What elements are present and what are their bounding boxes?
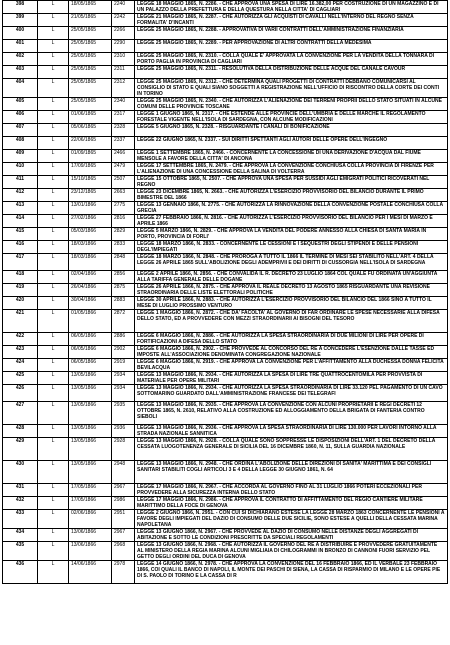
- record-number: 415: [3, 228, 38, 241]
- record-number: 414: [3, 215, 38, 228]
- record-number: 400: [3, 27, 38, 40]
- table-row: [3, 27, 448, 40]
- record-description: LEGGE 13 MAGGIO 1866, N. 2934. - CHE AUTORIZZA LA SPESA STRAORDINARIA DI LIRE 33.120 PEL PAGAMENTO DI UN CAVO SOTTOMARINO GUARDATO DALL'AMMINISTRAZIONE FRANCESE DEI TELEGRAFI: [135, 385, 448, 402]
- record-id: 2829: [112, 228, 135, 241]
- record-number: 411: [3, 176, 38, 189]
- table-row: [3, 542, 448, 561]
- record-type: L: [38, 254, 69, 271]
- record-type: L: [38, 150, 69, 163]
- record-date: 18/03/1866: [69, 254, 112, 271]
- record-date: 13/06/1866: [69, 529, 112, 542]
- record-number: 410: [3, 163, 38, 176]
- table-row: [3, 163, 448, 176]
- record-type: L: [38, 484, 69, 497]
- record-date: 13/05/1866: [69, 438, 112, 461]
- record-date: 13/05/1866: [69, 461, 112, 484]
- record-date: 13/05/1866: [69, 372, 112, 385]
- record-id: 2875: [112, 284, 135, 297]
- record-number: 417: [3, 254, 38, 271]
- record-number: 401: [3, 40, 38, 53]
- record-id: 2936: [112, 425, 135, 438]
- record-type: L: [38, 27, 69, 40]
- record-id: 2951: [112, 510, 135, 529]
- record-id: 2266: [112, 27, 135, 40]
- record-id: 2935: [112, 402, 135, 425]
- table-row: [3, 53, 448, 66]
- record-number: 435: [3, 542, 38, 561]
- record-id: 2848: [112, 254, 135, 271]
- record-type: L: [38, 163, 69, 176]
- record-type: L: [38, 124, 69, 137]
- record-type: L: [38, 176, 69, 189]
- record-date: 06/05/1866: [69, 359, 112, 372]
- record-type: L: [38, 66, 69, 79]
- table-row: [3, 254, 448, 271]
- record-number: 427: [3, 402, 38, 425]
- record-date: 26/04/1866: [69, 284, 112, 297]
- record-type: L: [38, 271, 69, 284]
- table-row: [3, 561, 448, 584]
- record-description: LEGGE 13 MAGGIO 1866, N. 2936. - CHE APPROVA LA SPESA STRAORDINARIA DI LIRE 130.000 PER LAVORI INTORNO ALLA STRADA NAZIONALE SANNITICA: [135, 425, 448, 438]
- record-description: LEGGE 23 DICEMBRE 1865, N. 2663. - CHE AUTORIZZA L'ESERCIZIO PROVVISORIO DEL BILANCIO DURANTE IL PRIMO BIMESTRE DEL 1866: [135, 189, 448, 202]
- record-date: 22/06/1865: [69, 137, 112, 150]
- record-id: 2919: [112, 359, 135, 372]
- record-description: LEGGE 25 MAGGIO 1865, N. 2289. - PER APPROVAZIONE DI ALTRI CONTRATTI DELLA MEDESIMA: [135, 40, 448, 53]
- record-id: 2833: [112, 241, 135, 254]
- record-number: 418: [3, 271, 38, 284]
- table-row: [3, 385, 448, 402]
- record-type: L: [38, 98, 69, 111]
- record-description: LEGGE 25 MAGGIO 1865, N. 2288. - APPROVATIVA DI VARII CONTRATTI DELL'AMMINISTRAZIONE FINANZIARIA: [135, 27, 448, 40]
- record-description: LEGGE 25 MAGGIO 1865, N. 2312. - CHE DETERMINA QUALI PROGETTI DI CONTRATTI DEBBANO COMUNICARSI AL CONSIGLIO DI STATO E QUALI SIANO SOGGETTI A REGISTRAZIONE NELL'UFFICIO DI RISCONTRO DELLA CORTE DEI CONTI IN TORINO: [135, 79, 448, 98]
- record-date: 13/01/1866: [69, 202, 112, 215]
- record-number: 430: [3, 461, 38, 484]
- record-description: LEGGE 1 GIUGNO 1865, N. 2317. - CHE ESTENDE ALLE PROVINCIE DELL'UMBRIA E DELLE MARCHE IL REGOLAMENTO FORESTALE VIGENTE NELL'ISOLA DI SARDEGNA, CON ALCUNE MODIFICAZIONI: [135, 111, 448, 124]
- record-id: 2242: [112, 14, 135, 27]
- record-type: L: [38, 297, 69, 310]
- record-number: 404: [3, 79, 38, 98]
- record-id: 2240: [112, 1, 135, 14]
- table-row: [3, 14, 448, 27]
- record-date: 25/05/1865: [69, 66, 112, 79]
- record-id: 2311: [112, 66, 135, 79]
- record-description: LEGGE 21 MAGGIO 1865, N. 2287. - CHE AUTORIZZA GLI ACQUISTI DI CAVALLI NELL'INTERNO DEL REGNO SENZA FORMALITA' D'INCANTI: [135, 14, 448, 27]
- record-id: 2967: [112, 529, 135, 542]
- record-date: 17/05/1866: [69, 484, 112, 497]
- record-id: 2902: [112, 346, 135, 359]
- record-description: LEGGE 30 APRILE 1866, N. 2883. - CHE AUTORIZZA L'ESERCIZIO PROVVISORIO DEL BILANCIO DEL 1866 SINO A TUTTO IL MESE DI LUGLIO PROSSIMO VENTURO: [135, 297, 448, 310]
- record-number: 422: [3, 333, 38, 346]
- record-number: 428: [3, 425, 38, 438]
- record-date: 05/03/1866: [69, 228, 112, 241]
- record-description: LEGGE 2 APRILE 1866, N. 2856. - CHE CONVALIDA IL R. DECRETO 23 LUGLIO 1864 COL QUALE FU ORDINATA UN'AGGIUNTA ALLA TARIFFA GENERALE DELLE DOGANE: [135, 271, 448, 284]
- record-type: L: [38, 14, 69, 27]
- table-row: [3, 228, 448, 241]
- table-row: [3, 310, 448, 333]
- record-description: LEGGE 13 GENNAIO 1866, N. 2775. - CHE AUTORIZZA LA RINNOVAZIONE DELLA CONVENZIONE POSTALE CONCHIUSA COLLA GRECIA: [135, 202, 448, 215]
- record-description: LEGGE 6 MAGGIO 1866, N. 2919. - CHE APPROVA LA CONVENZIONE PER L'AFFITTAMENTO ALLA DUCHESSA DONNA FELICITA BEVILACQUA: [135, 359, 448, 372]
- record-type: L: [38, 333, 69, 346]
- record-id: 2928: [112, 438, 135, 461]
- record-id: 2340: [112, 98, 135, 111]
- record-description: LEGGE 26 APRILE 1866, N. 2875. - CHE APPROVA IL REALE DECRETO 13 AGOSTO 1865 RISGUARDANTE UNA REVISIONE STRAORDINARIA DELLE LISTE ELETTORALI POLITICHE: [135, 284, 448, 297]
- record-number: 429: [3, 438, 38, 461]
- record-description: LEGGE 15 OTTOBRE 1865, N. 2507. - CHE APPROVA UNA SPESA PER SUSSIDI AGLI EMIGRATI POLITICI RICOVERATI NEL REGNO: [135, 176, 448, 189]
- table-row: [3, 510, 448, 529]
- record-id: 2816: [112, 215, 135, 228]
- record-type: L: [38, 137, 69, 150]
- table-row: [3, 438, 448, 461]
- record-date: 01/06/1865: [69, 111, 112, 124]
- record-date: 25/05/1865: [69, 79, 112, 98]
- table-row: [3, 402, 448, 425]
- record-type: L: [38, 202, 69, 215]
- record-type: L: [38, 402, 69, 425]
- record-date: 13/05/1866: [69, 385, 112, 402]
- record-date: 17/09/1865: [69, 163, 112, 176]
- table-row: [3, 461, 448, 484]
- record-id: 2872: [112, 310, 135, 333]
- record-type: L: [38, 228, 69, 241]
- table-row: [3, 98, 448, 111]
- record-number: 402: [3, 53, 38, 66]
- record-number: 412: [3, 189, 38, 202]
- record-type: L: [38, 561, 69, 584]
- record-description: LEGGE 13 GIUGNO 1866, N. 2968. - CHE AUTORIZZA IL GOVERNO DEL RE A DISTRIBUIRE E PROVVEDERE GRATUITAMENTE AL MINISTERO DELLA REGIA MARINA ALCUNI MIGLIAIA DI CHILOGRAMMI IN BRONZO DI CANNONI FUORI SERVIZIO PEL GETTO DEGLI ORDINI DEL DUCA DI GENOVA: [135, 542, 448, 561]
- record-id: 2290: [112, 40, 135, 53]
- record-date: 01/09/1865: [69, 150, 112, 163]
- record-description: LEGGE 25 MAGGIO 1865, N. 2310. - COLLA QUALE E' APPROVATA LA CONVENZIONE PER LA VENDITA DELLA TONNARA DI PORTO PAGLIA IN PROVINCIA DI CAGLIARI: [135, 53, 448, 66]
- record-description: LEGGE 13 MAGGIO 1866, N. 2948. - CHE ORDINA L'ABOLIZIONE DELLE DIREZIONI DI SANITA' MARITTIMA E DEI CONSIGLI SANITARI STABILITI COGLI ARTICOLI 3 E 4 DELLA LEGGE 30 GIUGNO 1861, N. 64: [135, 461, 448, 484]
- record-date: 21/05/1865: [69, 14, 112, 27]
- record-description: LEGGE 17 MAGGIO 1866, N. 2986. - CHE APPROVA IL CONTRATTO DI AFFITTAMENTO DEL REGIO CANTIERE MILITARE MARITTIMO DELLA FOCE DI GENOVA: [135, 497, 448, 510]
- record-description: LEGGE 18 MARZO 1866, N. 2848. - CHE PROROGA A TUTTO IL 1866 IL TERMINE DI MESI SEI STABILITO NELL'ART. 4 DELLA LEGGE 26 APRILE 1865 SULL'ABOLIZIONE DEGLI ADEMPRIVII E DEI DIRITTI DI CUSSORGIA NELL'ISOLA DI SARDEGNA: [135, 254, 448, 271]
- table-row: [3, 271, 448, 284]
- table-row: [3, 359, 448, 372]
- table-row: [3, 241, 448, 254]
- table-row: [3, 189, 448, 202]
- record-type: L: [38, 359, 69, 372]
- record-date: 30/04/1866: [69, 297, 112, 310]
- record-description: LEGGE 14 GIUGNO 1866, N. 2978. - CHE APPROVA LA CONVENZIONE DEL 16 FEBBRAIO 1866, ED IL VERBALE 23 FEBBRAIO 1866, COI QUALI IL BANCO DI NAPOLI, IL MONTE DEI PASCHI DI SIENA, LA CASSA DI RISPARMIO DI MILANO E LE OPERE PIE DI S. PAOLO DI TORINO E LA CASSA DI R: [135, 561, 448, 584]
- record-id: 2466: [112, 150, 135, 163]
- table-row: [3, 497, 448, 510]
- record-description: LEGGE 18 MAGGIO 1865, N. 2286. - CHE APPROVA UNA SPESA DI LIRE 16.382,00 PER COSTRUZIONE DI UN MAGAZZINO E DI UN PALAZZO DELLA PREFETTURA E DELLA QUESTURA NELLA CITTA' DI CAGLIARI: [135, 1, 448, 14]
- record-description: LEGGE 22 GIUGNO 1865, N. 2337. - SUI DIRITTI SPETTANTI AGLI AUTORI DELLE OPERE DELL'INGEGNO: [135, 137, 448, 150]
- record-type: L: [38, 310, 69, 333]
- record-number: 399: [3, 14, 38, 27]
- record-number: 419: [3, 284, 38, 297]
- record-description: LEGGE 1 SETTEMBRE 1865, N. 2466. - CONCERNENTE LA CONCESSIONE DI UNA DERIVAZIONE D'ACQUA DAL FIUME MENSOLE A FAVORE DELLA CITTA' DI ANCONA: [135, 150, 448, 163]
- record-date: 01/05/1866: [69, 310, 112, 333]
- record-date: 25/05/1865: [69, 40, 112, 53]
- record-id: 2507: [112, 176, 135, 189]
- record-number: 403: [3, 66, 38, 79]
- table-row: [3, 346, 448, 359]
- record-description: LEGGE 6 MAGGIO 1866, N. 2902. - CHE PROVVEDE AL CONCORSO DEL RE A CONCEDERE L'ESENZIONE DALLE TASSE ED IMPOSTE ALL'ASSOCIAZIONE DENOMINATA CONGREGAZIONE NAZIONALE: [135, 346, 448, 359]
- record-type: L: [38, 53, 69, 66]
- record-id: 2775: [112, 202, 135, 215]
- table-row: [3, 137, 448, 150]
- record-id: 2310: [112, 53, 135, 66]
- record-number: 406: [3, 111, 38, 124]
- record-number: 416: [3, 241, 38, 254]
- record-number: 436: [3, 561, 38, 584]
- record-date: 02/06/1866: [69, 510, 112, 529]
- record-description: LEGGE 5 MARZO 1866, N. 2829. - CHE APPROVA LA VENDITA DEL PODERE ANNESSO ALLA CHIESA DI SANTA MARIA IN PORTO, PROVINCIA DI FORLI': [135, 228, 448, 241]
- record-type: L: [38, 510, 69, 529]
- record-type: L: [38, 241, 69, 254]
- record-type: L: [38, 40, 69, 53]
- record-id: 2328: [112, 124, 135, 137]
- table-row: [3, 150, 448, 163]
- record-number: 420: [3, 297, 38, 310]
- record-description: LEGGE 25 MAGGIO 1865, N. 2340. - CHE AUTORIZZA L'ALIENAZIONE DEI TERRENI PROPRII DELLO STATO SITUATI IN ALCUNE COMUNI DELLE PROVINCIE TOSCANE: [135, 98, 448, 111]
- record-type: L: [38, 346, 69, 359]
- record-id: 2948: [112, 461, 135, 484]
- record-number: 432: [3, 497, 38, 510]
- record-date: 02/04/1866: [69, 271, 112, 284]
- record-number: 421: [3, 310, 38, 333]
- record-date: 25/05/1865: [69, 53, 112, 66]
- record-number: 426: [3, 385, 38, 402]
- record-number: 413: [3, 202, 38, 215]
- table-row: [3, 124, 448, 137]
- record-date: 25/05/1865: [69, 98, 112, 111]
- record-number: 409: [3, 150, 38, 163]
- record-type: L: [38, 284, 69, 297]
- record-number: 425: [3, 372, 38, 385]
- record-id: 2317: [112, 111, 135, 124]
- record-type: L: [38, 79, 69, 98]
- record-description: LEGGE 25 MAGGIO 1865, N. 2311. - RESOLUTIVA DELLA DISTRIBUZIONE DELLE ACQUE DEL CANALE CAVOUR: [135, 66, 448, 79]
- record-description: LEGGE 27 FEBBRAIO 1866, N. 2816. - CHE AUTORIZZA L'ESERCIZIO PROVVISORIO DEL BILANCIO PER I MESI DI MARZO E APRILE 1866: [135, 215, 448, 228]
- record-description: LEGGE 2 GIUGNO 1866, N. 2951. - CON CUI SI DICHIARANO ESTESE LA LEGGE 28 MARZO 1863 CONCERNENTE LE PENSIONI A FAVORE DEGLI IMPIEGATI DEL DAZIO DI CONSUMO DELLE DUE SICILIE, SONO ESTESE A QUELLI DELLA CESSATA MARINA NAPOLETANA: [135, 510, 448, 529]
- record-type: L: [38, 111, 69, 124]
- law-register-table: [2, 0, 448, 584]
- table-row: [3, 1, 448, 14]
- record-id: 2883: [112, 297, 135, 310]
- record-number: 407: [3, 124, 38, 137]
- record-description: LEGGE 13 MAGGIO 1866, N. 2928. - COLLA QUALE SONO SOPPRESSE LE DISPOSIZIONI DELL'ART. 1 DEL DECRETO DELLA CESSATA LUOGOTENENZA GENERALE DI SICILIA DEL 16 DICEMBRE 1860, N. 11, SULLA GUARDIA NAZIONALE: [135, 438, 448, 461]
- record-date: 27/02/1866: [69, 215, 112, 228]
- record-type: L: [38, 461, 69, 484]
- record-number: 423: [3, 346, 38, 359]
- record-id: 2978: [112, 561, 135, 584]
- record-type: L: [38, 425, 69, 438]
- record-date: 13/05/1866: [69, 425, 112, 438]
- record-number: 405: [3, 98, 38, 111]
- table-row: [3, 333, 448, 346]
- record-id: 2968: [112, 542, 135, 561]
- record-description: LEGGE 18 MARZO 1866, N. 2833. - CONCERNENTE LE CESSIONI E I SEQUESTRI DEGLI STIPENDI E DELLE PENSIONI DEGL'IMPIEGATI: [135, 241, 448, 254]
- record-id: 2312: [112, 79, 135, 98]
- record-description: LEGGE 17 SETTEMBRE 1865, N. 2479. - CHE APPROVA LA CONVENZIONE CONCHIUSA COLLA PROVINCIA DI FIRENZE PER L'ALIENAZIONE DI UNA CONCESSIONE DELLA SALINA DI VOLTERRA: [135, 163, 448, 176]
- record-description: LEGGE 13 MAGGIO 1866, N. 2935. - CHE APPROVA LA CONVENZIONE CON ALCUNI PROPRIETARII E REGI DECRETI 12 OTTOBRE 1865, N. 2610, RELATIVO ALLA COSTRUZIONE ED ALLOGGIAMENTO DELLA BRIGATA DI FANTERIA CONTRO SIEBOLI: [135, 402, 448, 425]
- record-type: L: [38, 215, 69, 228]
- table-row: [3, 215, 448, 228]
- record-number: 424: [3, 359, 38, 372]
- record-id: 2663: [112, 189, 135, 202]
- table-row: [3, 66, 448, 79]
- record-number: 408: [3, 137, 38, 150]
- record-type: L: [38, 385, 69, 402]
- record-date: 18/05/1865: [69, 1, 112, 14]
- record-type: L: [38, 542, 69, 561]
- record-description: LEGGE 13 MAGGIO 1866, N. 2934. - CHE AUTORIZZA LA SPESA DI LIRE TRE QUATTROCENTOMILA PER PROVVISTA DI MATERIALE PER OPERE MILITARI: [135, 372, 448, 385]
- table-row: [3, 425, 448, 438]
- record-id: 2986: [112, 497, 135, 510]
- record-number: 398: [3, 1, 38, 14]
- record-date: 23/12/1865: [69, 189, 112, 202]
- record-date: 25/05/1865: [69, 27, 112, 40]
- record-date: 17/05/1866: [69, 497, 112, 510]
- record-number: 434: [3, 529, 38, 542]
- table-row: [3, 202, 448, 215]
- record-description: LEGGE 5 GIUGNO 1865, N. 2328. - RISGUARDANTE I CANALI DI BONIFICAZIONE: [135, 124, 448, 137]
- record-description: LEGGE 6 MAGGIO 1866, N. 2886. - CHE AUTORIZZA LA SPESA STRAORDINARIA DI DUE MILIONI DI LIRE PER OPERE DI FORTIFICAZIONI A DIFESA DELLO STATO: [135, 333, 448, 346]
- record-description: LEGGE 1 MAGGIO 1866, N. 2872. - CHE DA' FACOLTA' AL GOVERNO DI FAR ORDINARE LE SPESE NECESSARIE ALLA DIFESA DELLO STATO, ED A PROVVEDERE CON MEZZI STRAORDINARII AI BISOGNI DEL TESORO: [135, 310, 448, 333]
- record-date: 06/05/1866: [69, 333, 112, 346]
- record-description: LEGGE 13 GIUGNO 1866, N. 2967. - CHE PROVVEDE AL DAZIO DI CONSUMO NELLE DISTANZE DEGLI AGGREGATI DI ABITAZIONE E SOTTO LE CONDIZIONI PRESCRITTE DA SPECIALI REGOLAMENTI: [135, 529, 448, 542]
- record-id: 2967: [112, 484, 135, 497]
- record-number: 431: [3, 484, 38, 497]
- record-date: 14/06/1866: [69, 561, 112, 584]
- record-date: 05/06/1865: [69, 124, 112, 137]
- record-id: 2856: [112, 271, 135, 284]
- table-row: [3, 297, 448, 310]
- record-date: 13/06/1866: [69, 542, 112, 561]
- record-type: L: [38, 497, 69, 510]
- record-type: L: [38, 372, 69, 385]
- record-date: 06/05/1866: [69, 346, 112, 359]
- table-row: [3, 79, 448, 98]
- record-date: 13/05/1866: [69, 402, 112, 425]
- table-row: [3, 111, 448, 124]
- record-type: L: [38, 1, 69, 14]
- record-id: 2886: [112, 333, 135, 346]
- record-id: 2337: [112, 137, 135, 150]
- record-id: 2934: [112, 372, 135, 385]
- record-id: 2479: [112, 163, 135, 176]
- record-description: LEGGE 17 MAGGIO 1866, N. 2967. - CHE ACCORDA AL GOVERNO FINO AL 31 LUGLIO 1866 POTERI ECCEZIONALI PER PROVVEDERE ALLA SICUREZZA INTERNA DELLO STATO: [135, 484, 448, 497]
- record-type: L: [38, 529, 69, 542]
- table-row: [3, 372, 448, 385]
- table-row: [3, 484, 448, 497]
- record-date: 15/10/1865: [69, 176, 112, 189]
- record-id: 2934: [112, 385, 135, 402]
- record-type: L: [38, 438, 69, 461]
- record-number: 433: [3, 510, 38, 529]
- table-row: [3, 40, 448, 53]
- table-row: [3, 284, 448, 297]
- record-date: 18/03/1866: [69, 241, 112, 254]
- table-row: [3, 529, 448, 542]
- record-type: L: [38, 189, 69, 202]
- table-row: [3, 176, 448, 189]
